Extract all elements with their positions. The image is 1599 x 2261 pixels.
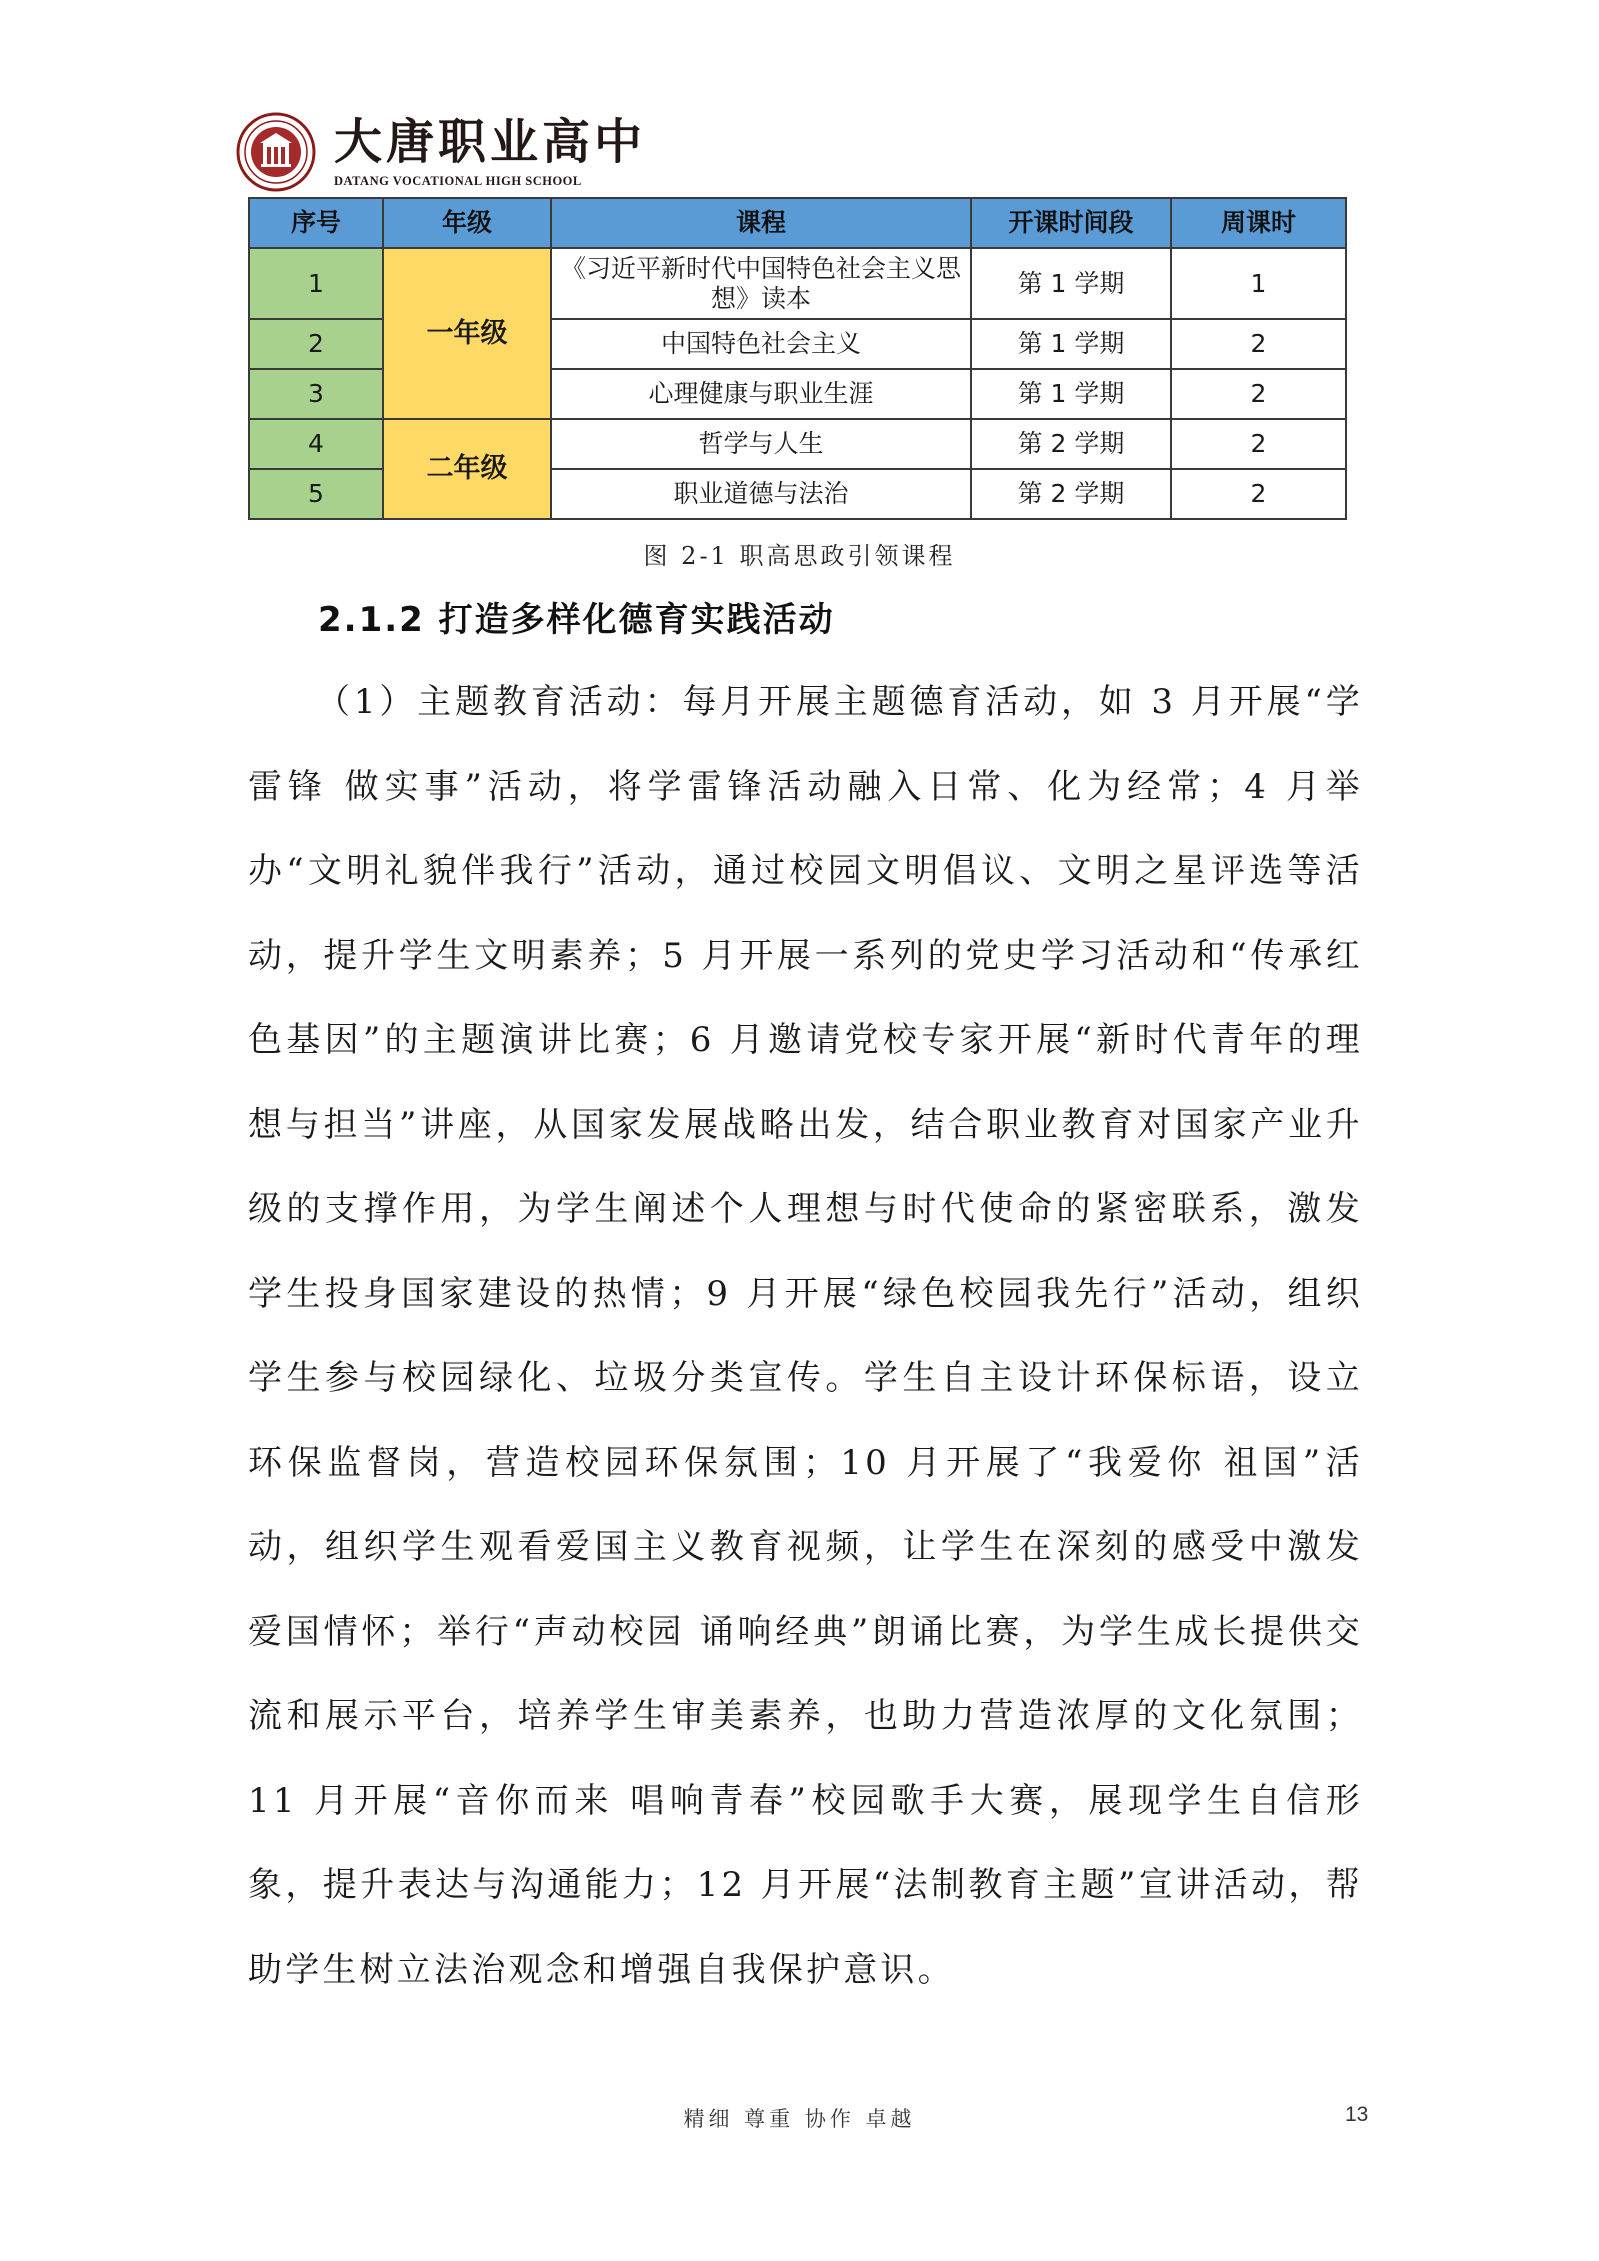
row-term: 第 1 学期 bbox=[971, 319, 1171, 369]
row-term: 第 2 学期 bbox=[971, 419, 1171, 469]
table-row bbox=[249, 419, 1346, 469]
header-term: 开课时间段 bbox=[971, 198, 1171, 248]
row-hours: 2 bbox=[1171, 419, 1346, 469]
table-header-row bbox=[249, 198, 1346, 248]
row-course: 哲学与人生 bbox=[551, 419, 971, 469]
row-course: 心理健康与职业生涯 bbox=[551, 369, 971, 419]
footer-motto: 精细 尊重 协作 卓越 bbox=[683, 2107, 916, 2131]
row-no: 3 bbox=[249, 369, 383, 419]
row-no: 1 bbox=[249, 248, 383, 319]
row-term: 第 1 学期 bbox=[971, 248, 1171, 319]
page-number: 13 bbox=[1345, 2103, 1369, 2126]
row-no: 5 bbox=[249, 469, 383, 519]
school-name-en: DATANG VOCATIONAL HIGH SCHOOL bbox=[334, 174, 582, 188]
figure-caption: 图 2-1 职高思政引领课程 bbox=[643, 542, 956, 570]
grade-cell: 二年级 bbox=[383, 419, 551, 519]
row-term: 第 2 学期 bbox=[971, 469, 1171, 519]
row-hours: 1 bbox=[1171, 248, 1346, 319]
row-no: 4 bbox=[249, 419, 383, 469]
school-name-cn: 大唐职业高中 bbox=[334, 114, 647, 170]
school-logo bbox=[236, 110, 647, 195]
header-course: 课程 bbox=[551, 198, 971, 248]
body-paragraph: （1）主题教育活动：每月开展主题德育活动，如 3 月开展“学雷锋 做实事”活动，将学雷锋活动融入日常、化为经常；4 月举办“文明礼貌伴我行”活动，通过校园文明倡议、文明之星评选等活动，提升学生文明素养；5 月开展一系列的党史学习活动和“传承红色基因”的主题演讲比赛；6 月邀请党校专家开展“新时代青年的理想与担当”讲座，从国家发展战略出发，结合职业教育对国家产业升级的支撑作用，为学生阐述个人理想与时代使命的紧密联系，激发学生投身国家建设的热情；9 月开展“绿色校园我先行”活动，组织学生参与校园绿化、垃圾分类宣传。学生自主设计环保标语，设立环保监督岗，营造校园环保氛围；10 月开展了“我爱你 祖国”活动，组织学生观看爱国主义教育视频，让学生在深刻的感受中激发爱国情怀；举行“声动校园 诵响经典”朗诵比赛，为学生成长提供交流和展示平台，培养学生审美素养，也助力营造浓厚的文化氛围；11 月开展“音你而来 唱响青春”校园歌手大赛，展现学生自信形象，提升表达与沟通能力；12 月开展“法制教育主题”宣讲活动，帮助学生树立法治观念和增强自我保护意识。 bbox=[248, 682, 1363, 1990]
header-hours: 周课时 bbox=[1171, 198, 1346, 248]
row-hours: 2 bbox=[1171, 469, 1346, 519]
row-course: 中国特色社会主义 bbox=[551, 319, 971, 369]
row-no: 2 bbox=[249, 319, 383, 369]
header-no: 序号 bbox=[249, 198, 383, 248]
table-row bbox=[249, 248, 1346, 319]
row-course: 职业道德与法治 bbox=[551, 469, 971, 519]
grade-cell: 一年级 bbox=[383, 248, 551, 419]
row-course: 《习近平新时代中国特色社会主义思想》读本 bbox=[551, 248, 971, 319]
row-hours: 2 bbox=[1171, 369, 1346, 419]
row-term: 第 1 学期 bbox=[971, 369, 1171, 419]
row-hours: 2 bbox=[1171, 319, 1346, 369]
header-grade: 年级 bbox=[383, 198, 551, 248]
school-seal-icon bbox=[236, 112, 316, 192]
course-table bbox=[248, 197, 1347, 520]
section-heading: 2.1.2 打造多样化德育实践活动 bbox=[318, 600, 835, 640]
